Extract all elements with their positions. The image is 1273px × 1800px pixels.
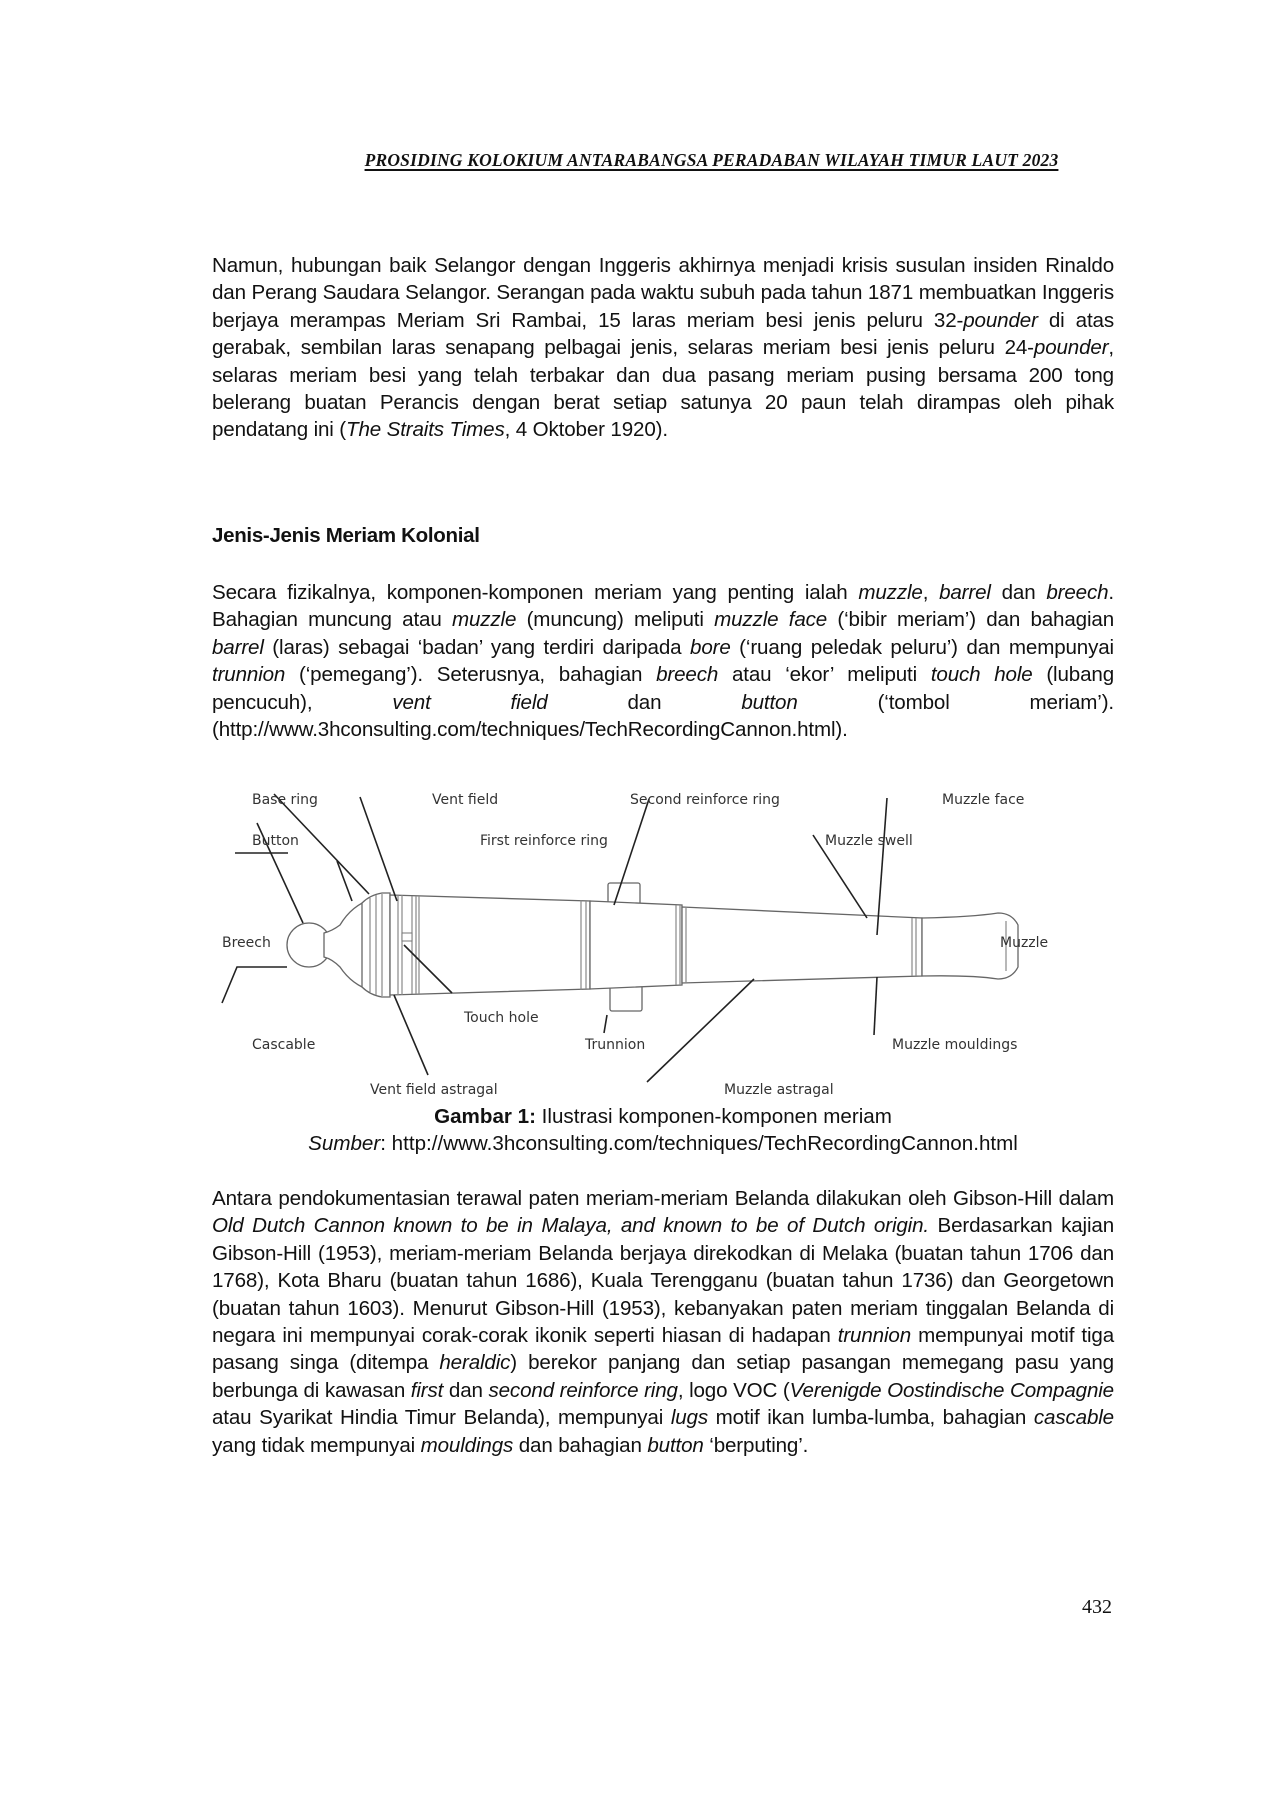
text-run: (laras) sebagai ‘badan’ yang terdiri daripada — [263, 635, 691, 659]
text-run: dan — [990, 581, 1047, 604]
text-run: yang tidak mempunyai — [212, 1433, 421, 1457]
italic-term: Verenigde Oostindische Compagnie — [789, 1378, 1114, 1402]
text-run: (‘tombol meriam’). (http://www.3hconsulting.com/techniques/TechRecordingCannon.html). — [212, 690, 1114, 742]
paragraph-2 — [212, 579, 1114, 743]
italic-term: touch hole — [930, 663, 1033, 687]
italic-term: barrel — [212, 635, 264, 659]
text-run: Berdasarkan kajian Gibson-Hill (1953), meriam-meriam Belanda berjaya direkodkan di Melaka (buatan tahun 1706 dan 1768), Kota Bharu (buatan tahun 1686), Kuala Terengganu (buatan tahun 1736) dan Georgetown (buatan tahun 1603). Menurut Gibson-Hill (1953), kebanyakan paten meriam tinggalan Belanda di negara ini mempunyai corak-corak ikonik seperti hiasan di hadapan — [212, 1214, 1114, 1348]
paragraph-1 — [212, 252, 1114, 444]
italic-term: cascable — [1033, 1406, 1114, 1430]
text-run: , — [922, 581, 940, 604]
italic-term: The Straits Times — [346, 418, 505, 442]
text-run: dan — [547, 690, 742, 714]
text-run: (‘ruang peledak peluru’) dan mempunyai — [730, 635, 1114, 659]
text-run: (‘pemegang’). Seterusnya, bahagian — [285, 663, 657, 687]
label-muzzle-mouldings: Muzzle mouldings — [892, 1037, 1018, 1053]
text-run: motif ikan lumba-lumba, bahagian — [708, 1406, 1034, 1430]
label-button: Button — [252, 833, 299, 849]
text-run: atau Syarikat Hindia Timur Belanda), mempunyai — [212, 1406, 671, 1430]
running-title: PROSIDING KOLOKIUM ANTARABANGSA PERADABAN WILAYAH TIMUR LAUT 2023 — [364, 150, 1059, 170]
italic-term: breech — [656, 663, 719, 687]
italic-term: second reinforce ring — [488, 1378, 678, 1402]
label-cascable: Cascable — [252, 1037, 316, 1053]
text-run: , logo VOC ( — [677, 1378, 790, 1402]
text-run: ‘berputing’. — [703, 1433, 809, 1457]
italic-term: trunnion — [212, 663, 286, 687]
text-run: . Bahagian muncung atau — [212, 581, 1114, 632]
italic-term: muzzle face — [714, 608, 828, 632]
italic-term: barrel — [939, 581, 991, 604]
caption-text: Ilustrasi komponen-komponen meriam — [535, 1105, 892, 1128]
text-run: Antara pendokumentasian terawal paten meriam-meriam Belanda dilakukan oleh Gibson-Hill dalam — [212, 1187, 1114, 1210]
text-run: mempunyai motif tiga pasang singa (ditempa — [212, 1324, 1114, 1375]
text-run: (lubang pencucuh), — [212, 663, 1114, 714]
text-run: , 4 Oktober 1920). — [504, 418, 668, 442]
italic-term: pounder — [963, 308, 1038, 332]
text-run: (muncung) meliputi — [516, 608, 715, 632]
paragraph-3 — [212, 1185, 1114, 1459]
figure-source — [212, 1130, 1114, 1157]
source-label: Sumber — [308, 1132, 381, 1155]
italic-term: muzzle — [858, 581, 923, 604]
cannon-diagram — [212, 785, 1092, 1100]
text-run: Secara fizikalnya, komponen-komponen meriam yang penting ialah — [212, 581, 859, 604]
text-run: atau ‘ekor’ meliputi — [718, 663, 931, 687]
italic-term: mouldings — [420, 1433, 514, 1457]
text-run: (‘bibir meriam’) dan bahagian — [827, 608, 1114, 632]
running-header — [0, 150, 1273, 171]
italic-term: muzzle — [451, 608, 517, 632]
text-run: dan — [443, 1378, 489, 1402]
page-number: 432 — [1082, 1596, 1112, 1618]
source-text: : http://www.3hconsulting.com/techniques/TechRecordingCannon.html — [380, 1132, 1018, 1155]
text-run: ) berekor panjang dan setiap pasangan memegang pasu yang berbunga di kawasan — [212, 1351, 1114, 1402]
italic-term: trunnion — [837, 1324, 912, 1348]
text-run: dan bahagian — [513, 1433, 648, 1457]
label-first-reinforce-ring: First reinforce ring — [480, 833, 608, 849]
figure-caption — [212, 1103, 1114, 1130]
italic-term: vent field — [392, 690, 548, 714]
label-second-reinforce-ring: Second reinforce ring — [630, 792, 780, 808]
label-muzzle-swell: Muzzle swell — [825, 833, 913, 849]
italic-term: Old Dutch Cannon known to be in Malaya, and known to be of Dutch origin. — [212, 1214, 929, 1238]
label-trunnion: Trunnion — [585, 1037, 646, 1053]
italic-term: pounder — [1033, 336, 1109, 360]
text-run: di atas gerabak, sembilan laras senapang pelbagai jenis, selaras meriam besi jenis peluru 24- — [212, 308, 1114, 360]
label-muzzle-astragal: Muzzle astragal — [724, 1082, 834, 1098]
text-run: , selaras meriam besi yang telah terbakar dan dua pasang meriam pusing bersama 200 tong belerang buatan Perancis dengan berat setiap satunya 20 paun telah dirampas oleh pihak pendatang ini ( — [212, 336, 1114, 442]
text-run: Namun, hubungan baik Selangor dengan Inggeris akhirnya menjadi krisis susulan insiden Rinaldo dan Perang Saudara Selangor. Serangan pada waktu subuh pada tahun 1871 membuatkan Inggeris berjaya merampas Meriam Sri Rambai, 15 laras meriam besi jenis peluru 32- — [212, 254, 1114, 332]
label-touch-hole: Touch hole — [464, 1010, 539, 1026]
italic-term: button — [741, 690, 798, 714]
label-base-ring: Base ring — [252, 792, 318, 808]
italic-term: lugs — [670, 1406, 708, 1430]
label-vent-field-astragal: Vent field astragal — [370, 1082, 498, 1098]
label-muzzle: Muzzle — [1000, 935, 1049, 951]
section-heading: Jenis-Jenis Meriam Kolonial — [212, 524, 480, 547]
italic-term: first — [410, 1378, 444, 1402]
italic-term: button — [647, 1433, 704, 1457]
label-muzzle-face: Muzzle face — [942, 792, 1025, 808]
label-vent-field: Vent field — [432, 792, 499, 808]
italic-term: bore — [690, 635, 731, 659]
caption-label: Gambar 1: — [434, 1105, 536, 1128]
italic-term: heraldic — [439, 1351, 511, 1375]
italic-term: breech — [1046, 581, 1109, 604]
label-breech: Breech — [222, 935, 271, 951]
